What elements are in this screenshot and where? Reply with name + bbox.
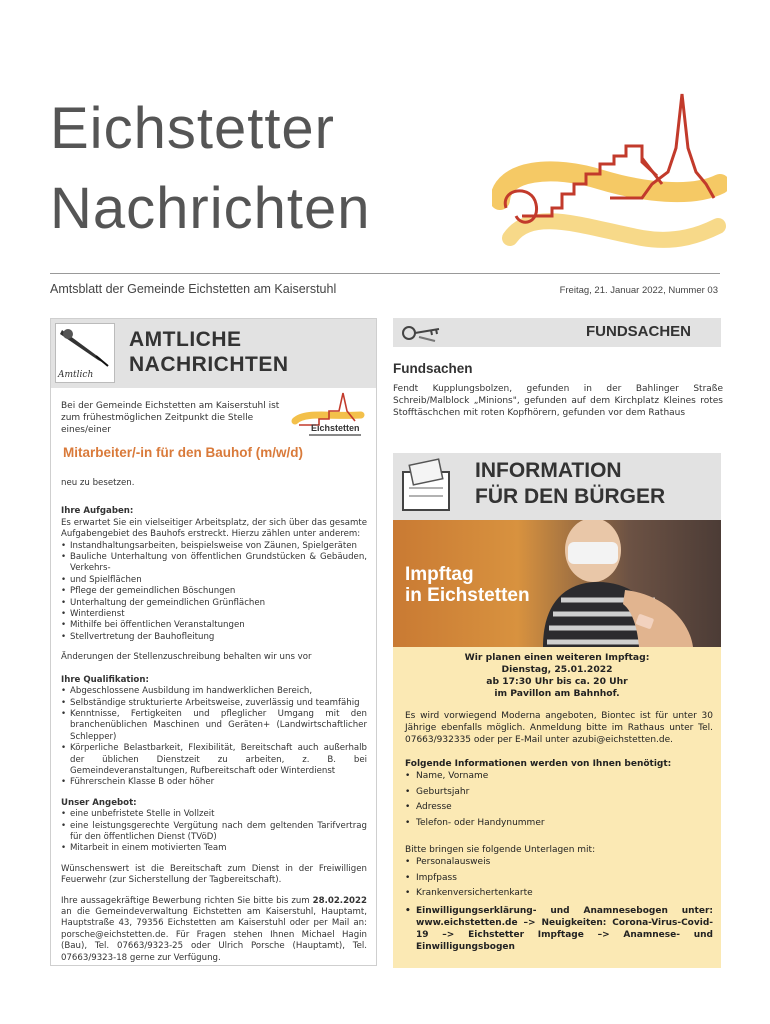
list-item: • eine unbefristete Stelle in Vollzeit [61,809,367,820]
list-item: • Winterdienst [61,609,367,620]
announcement-line-2: Dienstag, 25.01.2022 [501,664,613,675]
list-item: • Pflege der gemeindlichen Böschungen [61,586,367,597]
list-item: • Personalausweis [405,855,713,871]
impftag-image-title [405,564,530,606]
list-item: • Unterhaltung der gemeindlichen Grünflächen [61,598,367,609]
eichstetten-mini-logo [291,391,367,441]
list-item: • Körperliche Belastbarkeit, Flexibilität, Bereitschaft auch außerhalb der üblichen Dienstzeit zu arbeiten, z. B. bei Gemeindeveranstaltungen, Rufbereitschaft oder Winterdienst [61,743,367,777]
application-post: an die Gemeindeverwaltung Eichstetten am Kaiserstuhl, Hauptamt, Hauptstraße 43, 79356 Eichstetten am Kaiserstuhl oder per Mail an: porsche@eichstetten.de. Für Fragen stehen Ihnen Michael Hagin (Bau), Tel. 07663/9323-25 oder Ulrich Porsche (Hauptamt), Tel. 07663/9323-18 gerne zur Verfügung. [61,907,367,963]
bring-heading: Bitte bringen sie folgende Unterlagen mit: [405,845,596,855]
offer-list [61,809,367,855]
keys-icon [399,321,445,344]
title-line-2: Nachrichten [50,176,371,241]
impftag-info-box [393,647,721,968]
list-item: • Name, Vorname [405,769,713,785]
fire-brigade-note: Wünschenswert ist die Bereitschaft zum Dienst in der Freiwilligen Feuerwehr (zur Sicherstellung der Tagbereitschaft). [61,863,367,886]
impftag-announcement [393,652,721,700]
application-pre: Ihre aussagekräftige Bewerbung richten Sie bitte bis zum [61,895,313,906]
job-intro: Bei der Gemeinde Eichstetten am Kaiserstuhl ist zum frühestmöglichen Zeitpunkt die Stelle eines/einer [61,401,280,435]
fundsachen-header [393,318,721,347]
information-title-line-2: FÜR DEN BÜRGER [475,485,666,508]
list-item: • Impfpass [405,871,713,887]
list-item: • Adresse [405,800,713,816]
amtlich-icon-caption: Amtlich [58,370,94,380]
announcement-line-1: Wir planen einen weiteren Impftag: [464,652,650,663]
list-item: • Telefon- oder Handynummer [405,816,713,832]
list-item: • Stellvertretung der Bauhofleitung [61,632,367,643]
list-item: • Abgeschlossene Ausbildung im handwerklichen Bereich, [61,686,367,697]
amtlich-title [129,327,289,377]
issue-date: Freitag, 21. Januar 2022, Nummer 03 [559,285,718,296]
mini-logo-text: Eichstetten [311,423,360,433]
amtlich-title-line-2: NACHRICHTEN [129,353,289,376]
list-item: • eine leistungsgerechte Vergütung nach dem geltenden Tarifvertrag für den öffentlichen Dienst (TVöD) [61,821,367,844]
qualification-heading: Ihre Qualifikation: [61,674,149,685]
masthead-subline: Amtsblatt der Gemeinde Eichstetten am Kaiserstuhl [50,282,337,296]
list-item: • und Spielflächen [61,575,367,586]
needed-heading: Folgende Informationen werden von Ihnen benötigt: [405,759,672,769]
masthead-rule [50,273,720,274]
amtlich-title-line-1: AMTLICHE [129,328,242,351]
information-header [393,453,721,520]
announcement-line-4: im Pavillon am Bahnhof. [494,688,620,699]
bring-list [405,855,713,902]
information-title [475,458,665,510]
application-text [61,896,367,964]
tasks-intro: Es erwartet Sie ein vielseitiger Arbeitsplatz, der sich über das gesamte Aufgabengebiet des Bauhofs erstreckt. Hierzu zählen unter anderem: [61,517,367,540]
application-deadline: 28.02.2022 [312,895,367,906]
fundsachen-title: FUNDSACHEN [586,323,691,340]
mailbox-icon [399,458,459,515]
list-item: • Mitarbeit in einem motivierten Team [61,843,367,854]
impftag-title-line-2: in Eichstetten [405,585,530,606]
amtliche-nachrichten-section [50,318,377,966]
fountain-pen-icon [55,323,115,383]
fundsachen-subheading: Fundsachen [393,361,473,376]
eichstetten-logo [492,88,727,263]
list-item: • Instandhaltungsarbeiten, beispielsweise von Zäunen, Spielgeräten [61,541,367,552]
list-item: • Bauliche Unterhaltung von öffentlichen Grundstücken & Gebäuden, Verkehrs- [61,552,367,575]
pen-graphic [56,324,114,368]
list-item: • Kenntnisse, Fertigkeiten und pfleglicher Umgang mit den branchenüblichen Maschinen und Geräten+ (Landwirtschaftlicher Schlepper) [61,709,367,743]
list-item: • Mithilfe bei öffentlichen Veranstaltungen [61,620,367,631]
vaccine-info: Es wird vorwiegend Moderna angeboten, Biontec ist für unter 30 Jährige ebenfalls möglich. Anmeldung bitte im Rathaus unter Tel. 07663/932335 oder per E-Mail unter azubi@eichstetten.de. [405,711,713,745]
impftag-title-line-1: Impftag [405,564,474,585]
consent-form-item: • Einwilligungserklärung- und Anamnesebogen unter: www.eichstetten.de –> Neuigkeiten: Corona-Virus-Covid-19 –> Eichstetter Impftage –> Anamnese- und Einwilligungsbogen [405,905,713,953]
list-item: • Krankenversichertenkarte [405,886,713,902]
job-title: Mitarbeiter/-in für den Bauhof (m/w/d) [63,445,303,460]
amtlich-header [51,319,376,388]
announcement-line-3: ab 17:30 Uhr bis ca. 20 Uhr [486,676,628,687]
fundsachen-body: Fendt Kupplungsbolzen, gefunden in der Bahlinger Straße Schreib/Malblock „Minions", gefunden auf dem Kirchplatz Kleines rotes Stofftäschchen mit roten Kopfhörern, gefunden vor dem Rathaus [393,384,723,418]
list-item: • Führerschein Klasse B oder höher [61,777,367,788]
needed-list [405,769,713,831]
list-item: • Geburtsjahr [405,785,713,801]
qualification-list [61,686,367,789]
job-description [61,478,367,973]
title-line-1: Eichstetter [50,96,335,161]
tasks-heading: Ihre Aufgaben: [61,506,134,517]
to-fill-text: neu zu besetzen. [61,478,135,488]
changes-note: Änderungen der Stellenzuschreibung behalten wir uns vor [61,652,312,663]
newspaper-title [50,96,371,241]
information-title-line-1: INFORMATION [475,459,622,482]
list-item: • Selbständige strukturierte Arbeitsweise, zuverlässig und teamfähig [61,698,367,709]
offer-heading: Unser Angebot: [61,797,137,808]
tasks-list [61,541,367,644]
impftag-image [393,520,721,647]
